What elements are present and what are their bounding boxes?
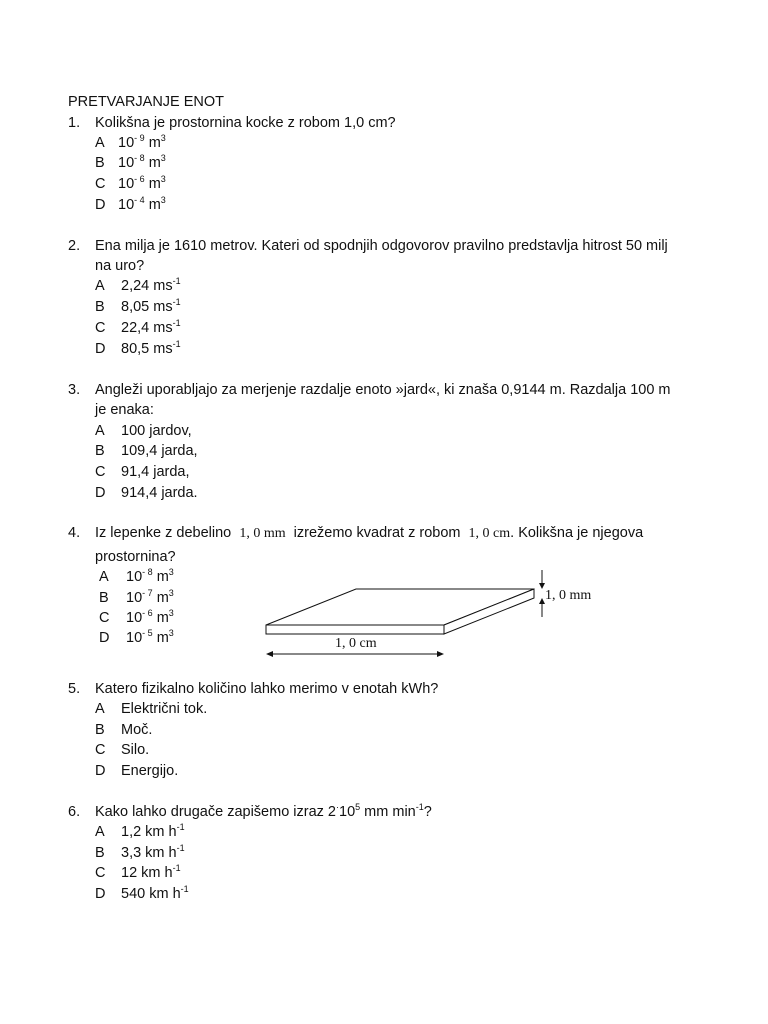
answer-letter: B (95, 845, 105, 861)
width-arrowhead-right (437, 651, 444, 657)
question-5-text: Katero fizikalno količino lahko merimo v enotah kWh? (95, 681, 439, 697)
answer-letter: A (95, 278, 105, 294)
question-3-text-line2: je enaka: (95, 402, 154, 418)
answer-option: Moč. (121, 722, 153, 738)
width-label: 1, 0 cm (335, 636, 377, 651)
answer-option: $10^{- 4}$ $m^3$ (118, 195, 166, 213)
answer-letter: B (95, 155, 105, 171)
answer-option: 8,05 $ms^{-1}$ (121, 297, 181, 315)
answer-option: $10^{- 6}$ $m^3$ (118, 174, 166, 192)
answer-option: 109,4 jarda, (121, 443, 198, 459)
answer-option: 80,5 $ms^{-1}$ (121, 339, 181, 357)
question-4-text-line2: prostornina? (95, 549, 176, 565)
answer-letter: B (95, 443, 105, 459)
question-5-number: 5. (68, 681, 81, 697)
worksheet-title: PRETVARJANJE ENOT (68, 94, 225, 110)
answer-letter: D (95, 886, 106, 902)
answer-letter: D (95, 763, 106, 779)
answer-letter: A (95, 423, 105, 439)
question-2-number: 2. (68, 238, 81, 254)
answer-option: $10^{- 8}$ $m^3$ (118, 153, 166, 171)
answer-option: $10^{- 6}$ $m^3$ (126, 608, 174, 626)
answer-option: 100 jardov, (121, 423, 192, 439)
answer-letter: D (95, 197, 106, 213)
answer-letter: D (95, 341, 106, 357)
answer-letter: C (95, 176, 106, 192)
question-1-text: Kolikšna je prostornina kocke z robom 1,0 cm? (95, 115, 396, 131)
answer-option: 3,3 km $h^{-1}$ (121, 843, 185, 861)
answer-option: Energijo. (121, 763, 179, 779)
question-2-text-line2: na uro? (95, 258, 145, 274)
question-4-text-line1: Iz lepenke z debelino 1, 0 mm izrežemo kvadrat z robom 1, 0 cm. Kolikšna je njegova (95, 525, 644, 541)
answer-letter: A (95, 135, 105, 151)
answer-letter: D (99, 630, 110, 646)
answer-letter: A (95, 701, 105, 717)
answer-option: 540 km $h^{-1}$ (121, 884, 189, 902)
answer-letter: C (95, 464, 106, 480)
answer-option: $10^{- 8}$ $m^3$ (126, 567, 174, 585)
answer-option: 914,4 jarda. (121, 485, 198, 501)
answer-letter: B (95, 722, 105, 738)
answer-letter: C (95, 742, 106, 758)
question-6-number: 6. (68, 804, 81, 820)
answer-letter: B (99, 590, 109, 606)
question-3-text-line1: Angleži uporabljajo za merjenje razdalje enoto »jard«, ki znaša 0,9144 m. Razdalja 100 m (95, 382, 671, 398)
answer-letter: B (95, 299, 105, 315)
answer-letter: C (95, 865, 106, 881)
answer-option: 91,4 jarda, (121, 464, 190, 480)
question-3-number: 3. (68, 382, 81, 398)
answer-option: 1,2 km $h^{-1}$ (121, 822, 185, 840)
answer-option: Električni tok. (121, 701, 208, 717)
question-2-text-line1: Ena milja je 1610 metrov. Kateri od spodnjih odgovorov pravilno predstavlja hitrost 50 milj (95, 238, 668, 254)
question-4-number: 4. (68, 525, 81, 541)
question-6-text: Kako lahko drugače zapišemo izraz $2^\cdot 10^5$ mm $\min^{-1}$? (95, 802, 432, 820)
answer-option: 22,4 $ms^{-1}$ (121, 318, 181, 336)
answer-option: $10^{- 9}$ $m^3$ (118, 133, 166, 151)
question-1-number: 1. (68, 115, 81, 131)
width-arrowhead-left (266, 651, 273, 657)
answer-option: $10^{- 5}$ $m^3$ (126, 628, 174, 646)
plate-front-face (266, 625, 444, 634)
thickness-label: 1, 0 mm (545, 588, 592, 603)
answer-letter: A (99, 569, 109, 585)
answer-letter: A (95, 824, 105, 840)
answer-option: 12 km $h^{-1}$ (121, 863, 181, 881)
answer-letter: C (95, 320, 106, 336)
answer-letter: C (99, 610, 110, 626)
answer-option: $10^{- 7}$ $m^3$ (126, 588, 174, 606)
answer-letter: D (95, 485, 106, 501)
answer-option: Silo. (121, 742, 150, 758)
cardboard-figure (260, 566, 630, 665)
answer-option: 2,24 $ms^{-1}$ (121, 276, 181, 294)
